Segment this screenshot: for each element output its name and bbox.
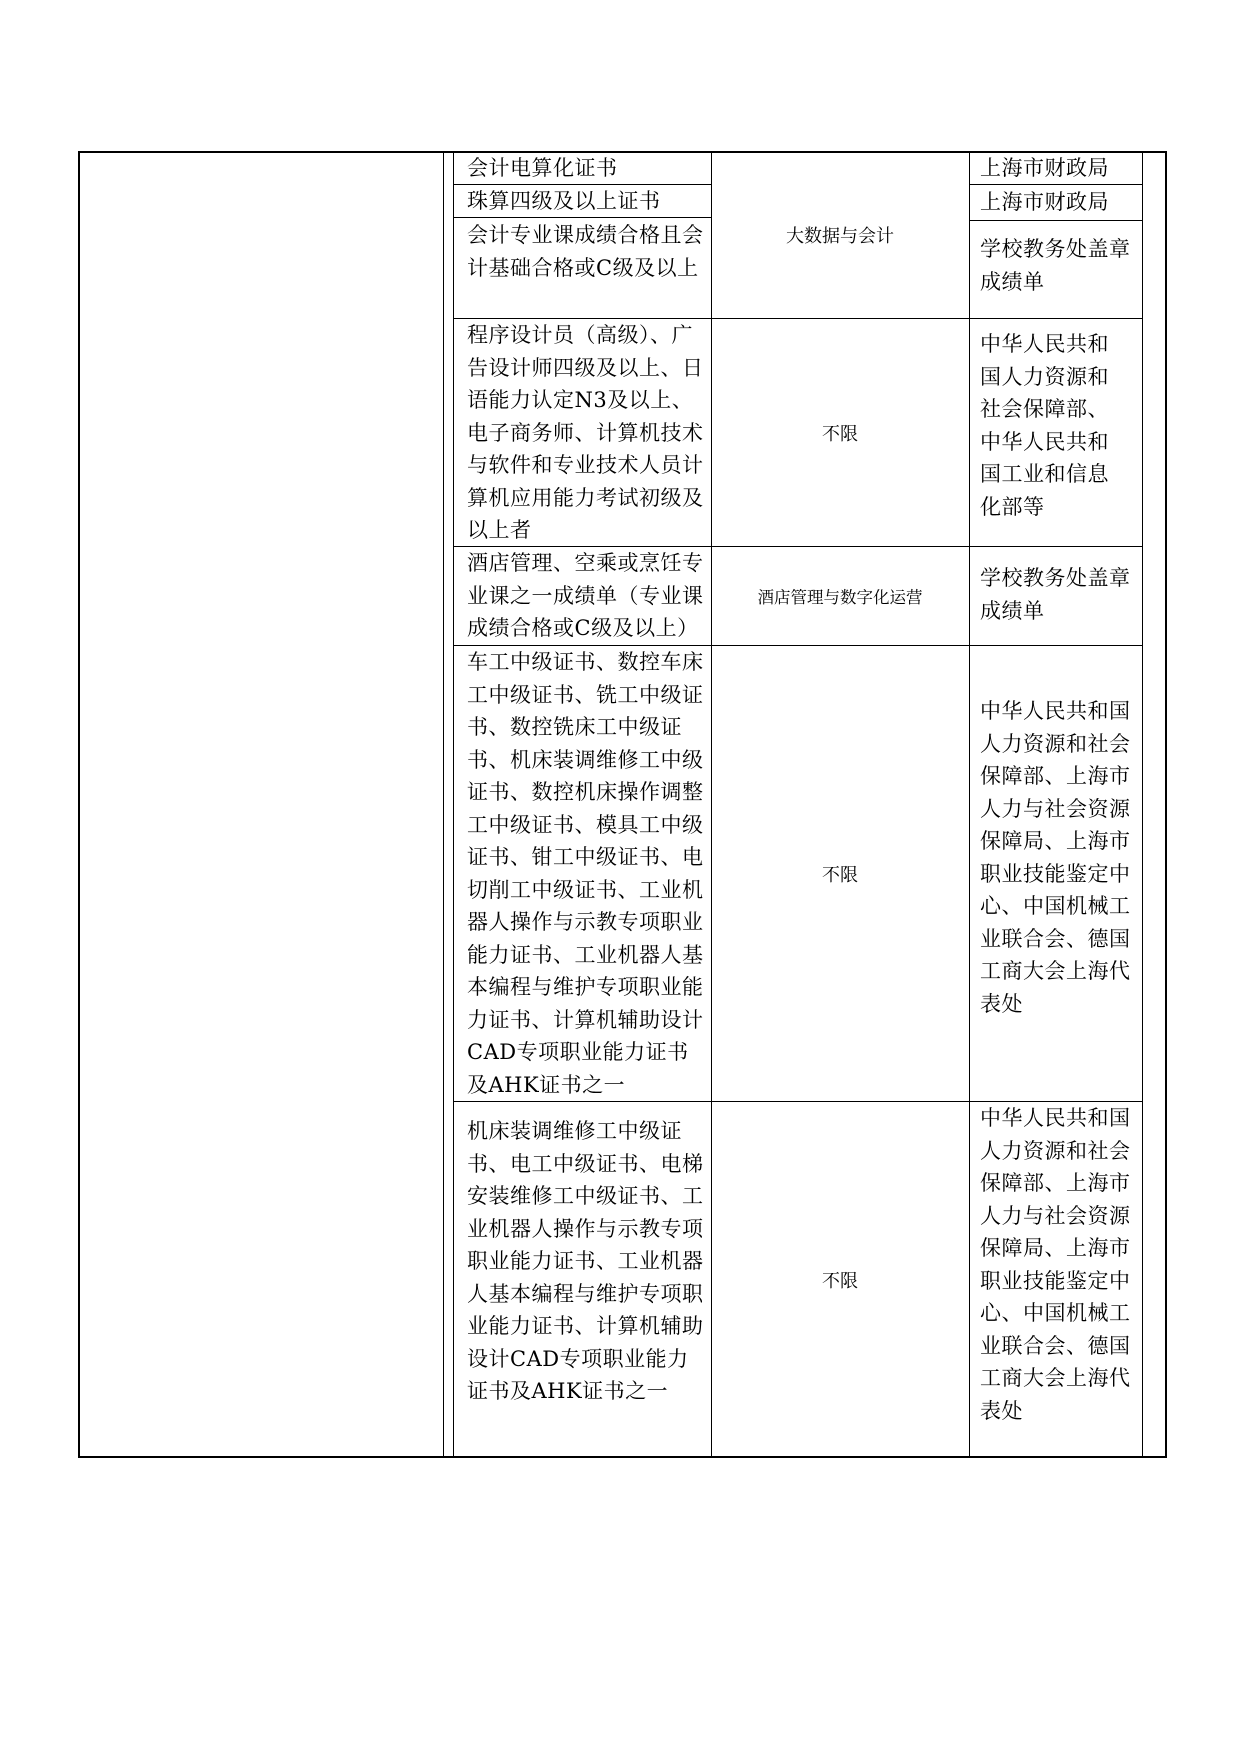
column-divider — [1142, 151, 1143, 1458]
issuer-cell: 学校教务处盖章成绩单 — [980, 566, 1131, 623]
column-divider — [443, 151, 444, 1458]
certificate-cell: 会计专业课成绩合格且会计基础合格或C级及以上 — [467, 223, 704, 280]
column-divider — [969, 151, 970, 1458]
major-cell: 不限 — [822, 423, 858, 445]
certificate-cell: 酒店管理、空乘或烹饪专业课之一成绩单（专业课成绩合格或C级及以上） — [467, 551, 704, 640]
issuer-cell: 中华人民共和国人力资源和社会保障部、上海市人力与社会资源保障局、上海市职业技能鉴定中心、中国机械工业联合会、德国工商大会上海代表处 — [980, 1106, 1131, 1423]
issuer-cell: 中华人民共和国人力资源和社会保障部、中华人民共和国工业和信息化部等 — [980, 332, 1109, 519]
certificate-cell: 会计电算化证书 — [467, 156, 618, 180]
major-cell: 不限 — [822, 864, 858, 886]
major-cell: 不限 — [822, 1270, 858, 1292]
major-cell: 大数据与会计 — [786, 226, 894, 247]
certificate-cell: 程序设计员（高级）、广告设计师四级及以上、日语能力认定N3及以上、电子商务师、计算机技术与软件和专业技术人员计算机应用能力考试初级及以上者 — [467, 323, 704, 542]
issuer-cell: 上海市财政局 — [980, 190, 1109, 214]
certificate-cell: 机床装调维修工中级证书、电工中级证书、电梯安装维修工中级证书、工业机器人操作与示教专项职业能力证书、工业机器人基本编程与维护专项职业能力证书、计算机辅助设计CAD专项职业能力证书及AHK证书之一 — [467, 1119, 704, 1403]
major-cell: 酒店管理与数字化运营 — [757, 588, 923, 607]
certificate-cell: 车工中级证书、数控车床工中级证书、铣工中级证书、数控铣床工中级证书、机床装调维修工中级证书、数控机床操作调整工中级证书、模具工中级证书、钳工中级证书、电切削工中级证书、工业机器人操作与示教专项职业能力证书、工业机器人基本编程与维护专项职业能力证书、计算机辅助设计CAD专项职业能力证书及AHK证书之一 — [467, 650, 704, 1097]
issuer-cell: 上海市财政局 — [980, 156, 1109, 180]
certificate-cell: 珠算四级及以上证书 — [467, 189, 661, 213]
column-divider — [453, 151, 454, 1458]
issuer-cell: 中华人民共和国人力资源和社会保障部、上海市人力与社会资源保障局、上海市职业技能鉴定中心、中国机械工业联合会、德国工商大会上海代表处 — [980, 699, 1131, 1016]
row-divider — [969, 220, 1142, 221]
issuer-cell: 学校教务处盖章成绩单 — [980, 237, 1131, 294]
